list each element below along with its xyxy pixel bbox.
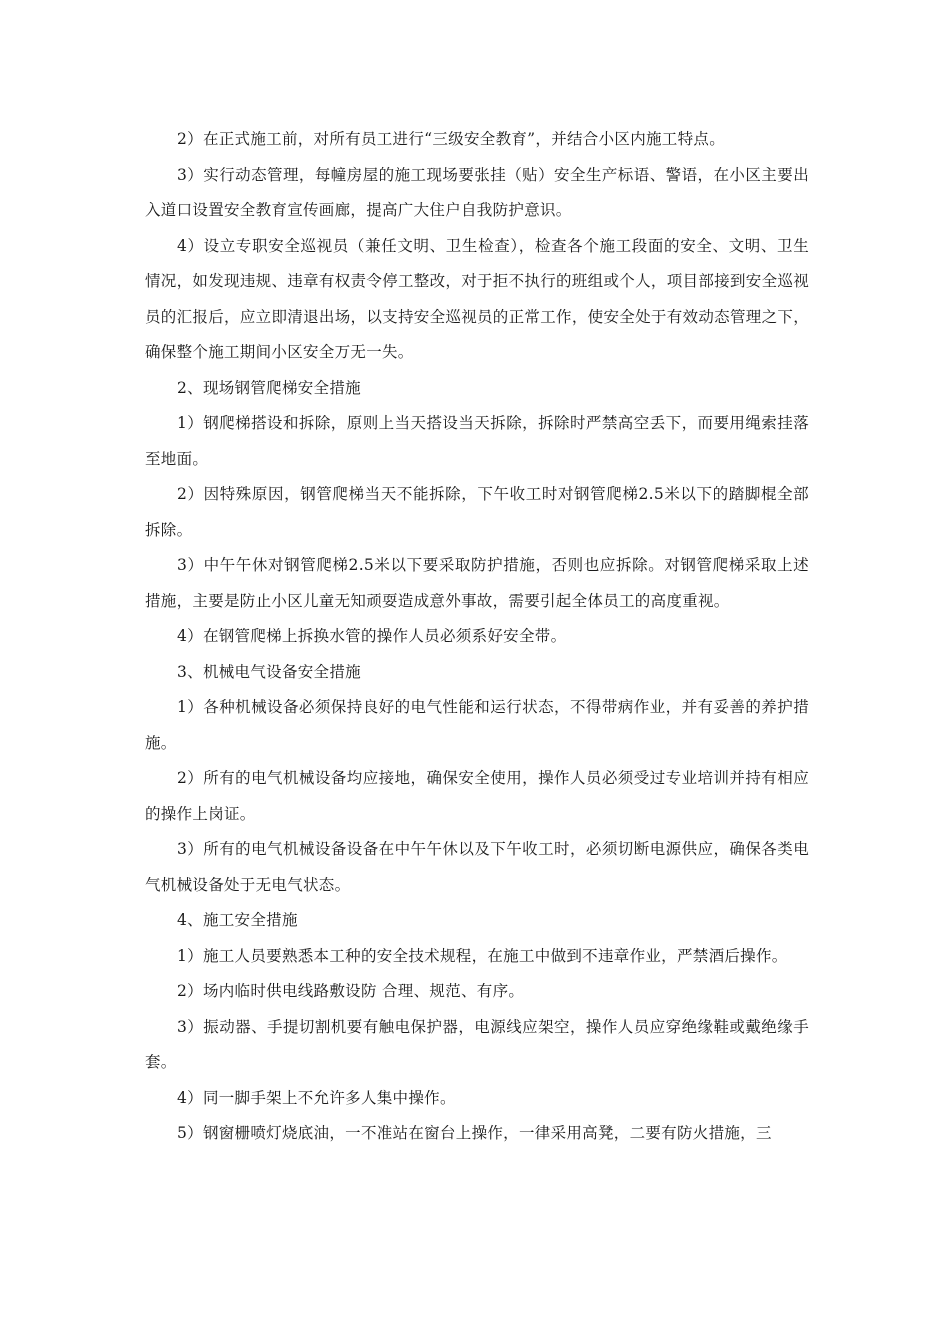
paragraph-dynamic-management: 3）实行动态管理，每幢房屋的施工现场要张挂（贴）安全生产标语、警语，在小区主要出入道口设置安全教育宣传画廊，提高广大住户自我防护意识。 [145,165,809,219]
paragraph-construction-1: 1）施工人员要熟悉本工种的安全技术规程，在施工中做到不违章作业，严禁酒后操作。 [177,946,788,965]
paragraph-electrical-1: 1）各种机械设备必须保持良好的电气性能和运行状态，不得带病作业，并有妥善的养护措施。 [145,698,809,752]
document-body [145,122,809,1152]
paragraph-ladder-2: 2）因特殊原因，钢管爬梯当天不能拆除，下午收工时对钢管爬梯2.5米以下的踏脚棍全部拆除。 [145,485,809,539]
section-heading-construction: 4、施工安全措施 [177,911,298,929]
paragraph-construction-4: 4）同一脚手架上不允许多人集中操作。 [177,1088,456,1107]
paragraph-ladder-1: 1）钢爬梯搭设和拆除，原则上当天搭设当天拆除，拆除时严禁高空丢下，而要用绳索挂落至地面。 [145,414,809,468]
paragraph-education: 2）在正式施工前，对所有员工进行“三级安全教育”，并结合小区内施工特点。 [177,130,726,148]
paragraph-construction-5: 5）钢窗栅喷灯烧底油，一不准站在窗台上操作，一律采用高凳，二要有防火措施，三 [177,1124,772,1142]
paragraph-safety-inspector: 4）设立专职安全巡视员（兼任文明、卫生检查），检查各个施工段面的安全、文明、卫生情况，如发现违规、违章有权责令停工整改，对于拒不执行的班组或个人，项目部接到安全巡视员的汇报后，应立即清退出场，以支持安全巡视员的正常工作，使安全处于有效动态管理之下，确保整个施工期间小区安全万无一失。 [145,236,809,361]
paragraph-electrical-3: 3）所有的电气机械设备设备在中午午休以及下午收工时，必须切断电源供应，确保各类电气机械设备处于无电气状态。 [145,840,809,894]
paragraph-construction-3: 3）振动器、手提切割机要有触电保护器，电源线应架空，操作人员应穿绝缘鞋或戴绝缘手套。 [145,1017,809,1071]
section-heading-ladder: 2、现场钢管爬梯安全措施 [177,378,361,397]
paragraph-construction-2: 2）场内临时供电线路敷设防 合理、规范、有序。 [177,982,525,1000]
paragraph-ladder-4: 4）在钢管爬梯上拆换水管的操作人员必须系好安全带。 [177,627,567,645]
section-heading-electrical: 3、机械电气设备安全措施 [177,662,361,681]
paragraph-ladder-3: 3）中午午休对钢管爬梯2.5米以下要采取防护措施，否则也应拆除。对钢管爬梯采取上述措施，主要是防止小区儿童无知顽耍造成意外事故，需要引起全体员工的高度重视。 [145,556,809,610]
paragraph-electrical-2: 2）所有的电气机械设备均应接地，确保安全使用，操作人员必须受过专业培训并持有相应的操作上岗证。 [145,769,809,823]
